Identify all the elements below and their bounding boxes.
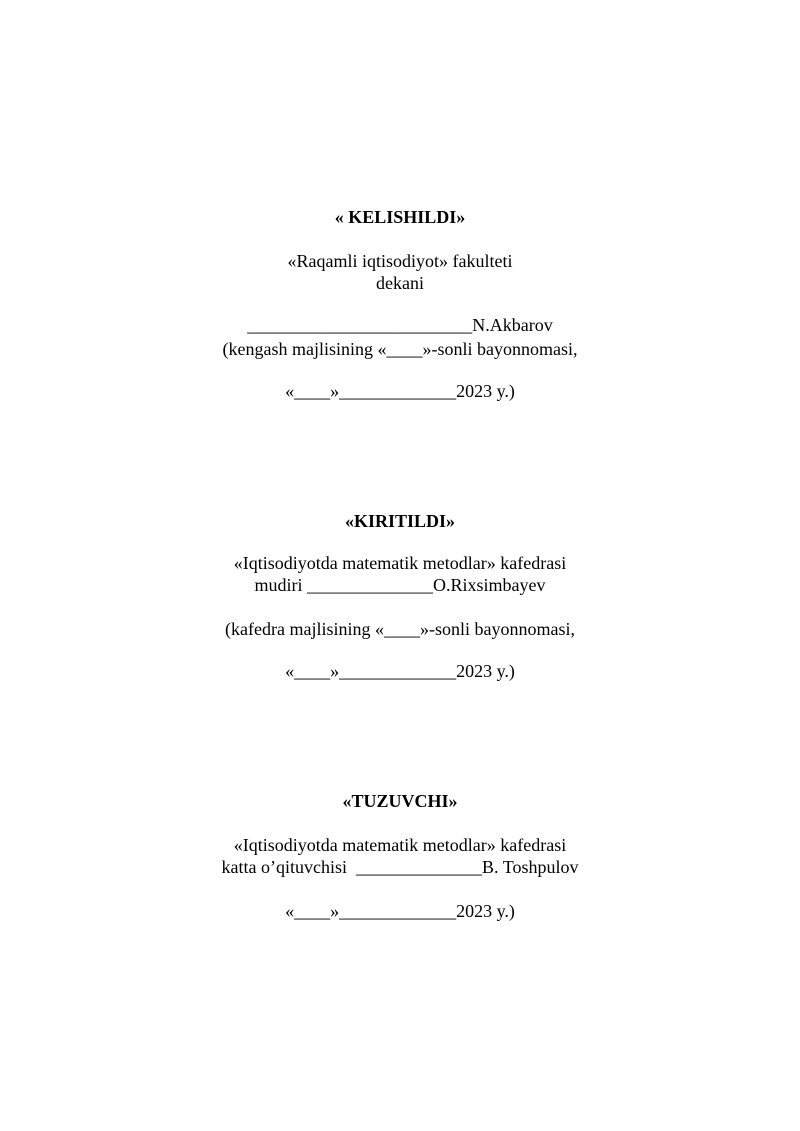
kiritildi-department: «Iqtisodiyotda matematik metodlar» kafedrasi xyxy=(233,553,567,573)
kelishildi-position: dekani xyxy=(376,273,424,293)
tuzuvchi-signature-line: katta o’qituvchisi ______________B. Toshpulov xyxy=(221,857,579,877)
kelishildi-protocol: (kengash majlisining «____»-sonli bayonnomasi, xyxy=(222,339,578,359)
kelishildi-heading: « KELISHILDI» xyxy=(334,207,466,227)
kelishildi-signature-line: _________________________N.Akbarov xyxy=(247,315,553,335)
tuzuvchi-heading: «TUZUVCHI» xyxy=(342,791,458,811)
kiritildi-heading: «KIRITILDI» xyxy=(344,511,456,531)
kiritildi-protocol: (kafedra majlisining «____»-sonli bayonnomasi, xyxy=(225,619,575,639)
tuzuvchi-department: «Iqtisodiyotda matematik metodlar» kafedrasi xyxy=(233,835,567,855)
kelishildi-date: «____»_____________2023 y.) xyxy=(285,381,515,401)
kiritildi-date: «____»_____________2023 y.) xyxy=(285,661,515,681)
tuzuvchi-date: «____»_____________2023 y.) xyxy=(285,901,515,921)
kelishildi-faculty: «Raqamli iqtisodiyot» fakulteti xyxy=(287,251,513,271)
kiritildi-signature-line: mudiri ______________O.Rixsimbayev xyxy=(254,575,546,595)
